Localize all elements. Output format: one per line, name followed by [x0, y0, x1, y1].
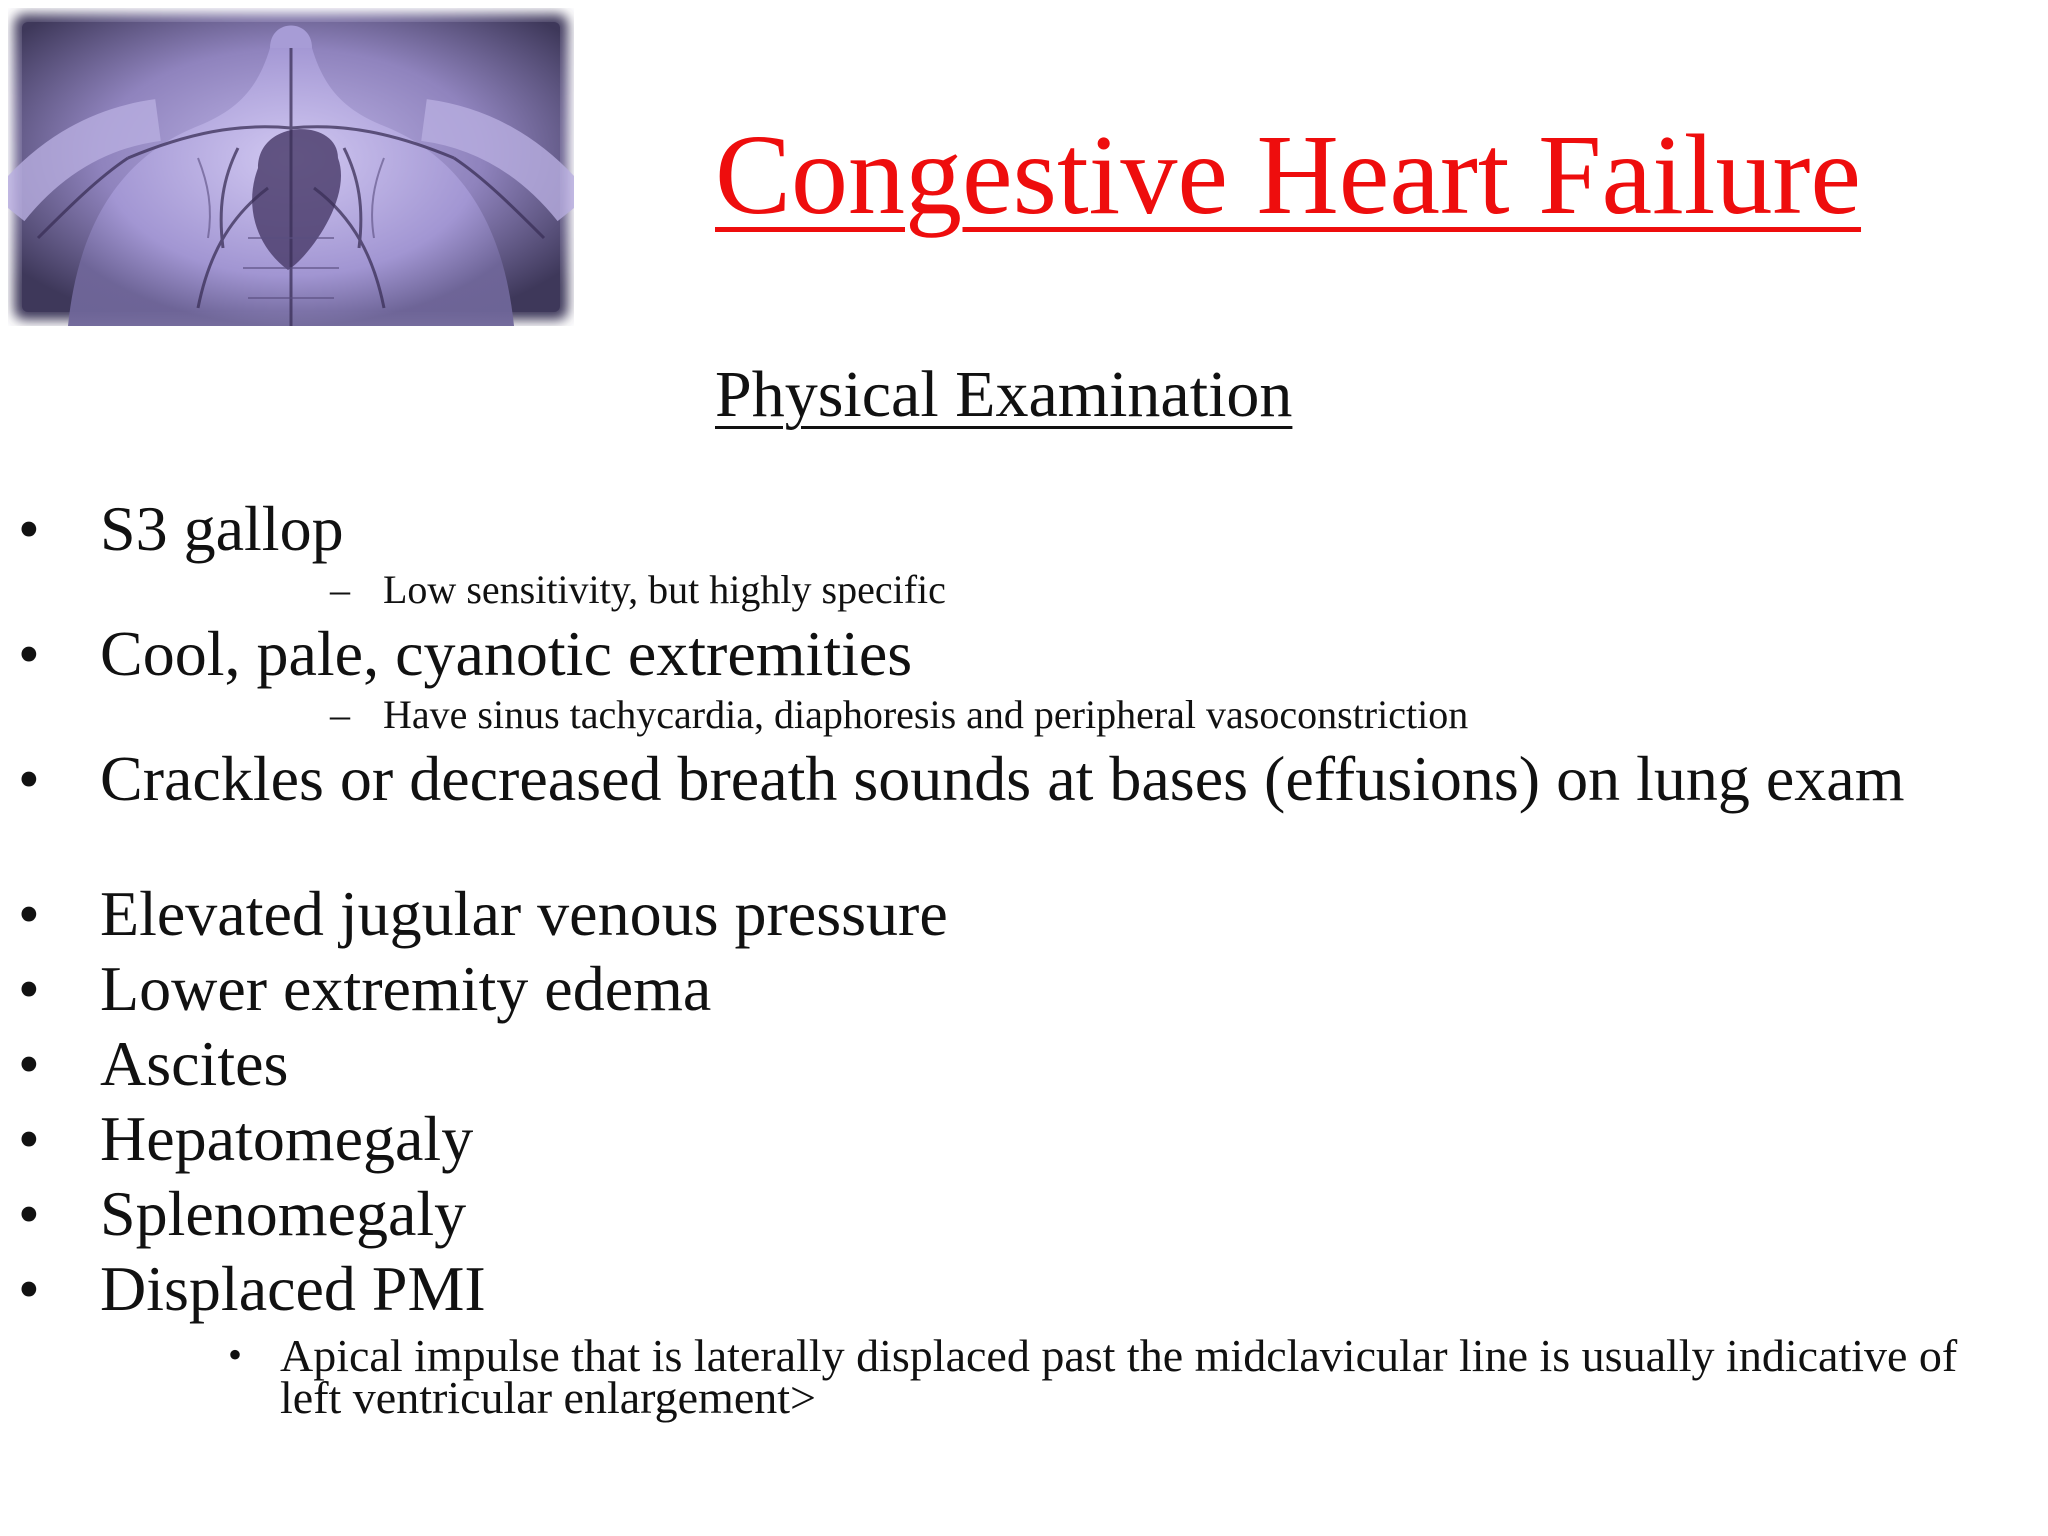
bullet-icon: • — [18, 496, 40, 564]
sub-list-item-text: Apical impulse that is laterally displaced past the midclavicular line is usually indicative of left ventricular enlargement> — [280, 1330, 1958, 1423]
bullet-icon: • — [18, 956, 40, 1024]
list-item-text: Lower extremity edema — [100, 953, 712, 1024]
anatomy-heart-icon — [8, 8, 574, 326]
dash-icon: – — [330, 692, 350, 737]
dash-icon: – — [330, 567, 350, 612]
slide-title: Congestive Heart Failure — [715, 111, 1862, 238]
bullet-icon: • — [228, 1332, 243, 1377]
bullet-icon: • — [18, 1181, 40, 1249]
bullet-icon: • — [18, 1106, 40, 1174]
slide-subtitle: Physical Examination — [715, 358, 1293, 431]
bullet-icon: • — [18, 881, 40, 949]
sub-list-item-text: Have sinus tachycardia, diaphoresis and peripheral vasoconstriction — [383, 692, 1469, 737]
bullet-icon: • — [18, 621, 40, 689]
list-item-text: Crackles or decreased breath sounds at bases (effusions) on lung exam — [100, 743, 1905, 814]
list-item-text: Splenomegaly — [100, 1178, 467, 1249]
list-item-text: S3 gallop — [100, 493, 344, 564]
list-item-text: Cool, pale, cyanotic extremities — [100, 618, 913, 689]
sub-list-item-text: Low sensitivity, but highly specific — [383, 567, 946, 612]
bullet-icon: • — [18, 1031, 40, 1099]
bullet-icon: • — [18, 746, 40, 814]
list-item-text: Hepatomegaly — [100, 1103, 474, 1174]
list-item-text: Elevated jugular venous pressure — [100, 878, 948, 949]
list-item-text: Ascites — [100, 1028, 289, 1099]
list-item-text: Displaced PMI — [100, 1253, 486, 1324]
bullet-icon: • — [18, 1256, 40, 1324]
